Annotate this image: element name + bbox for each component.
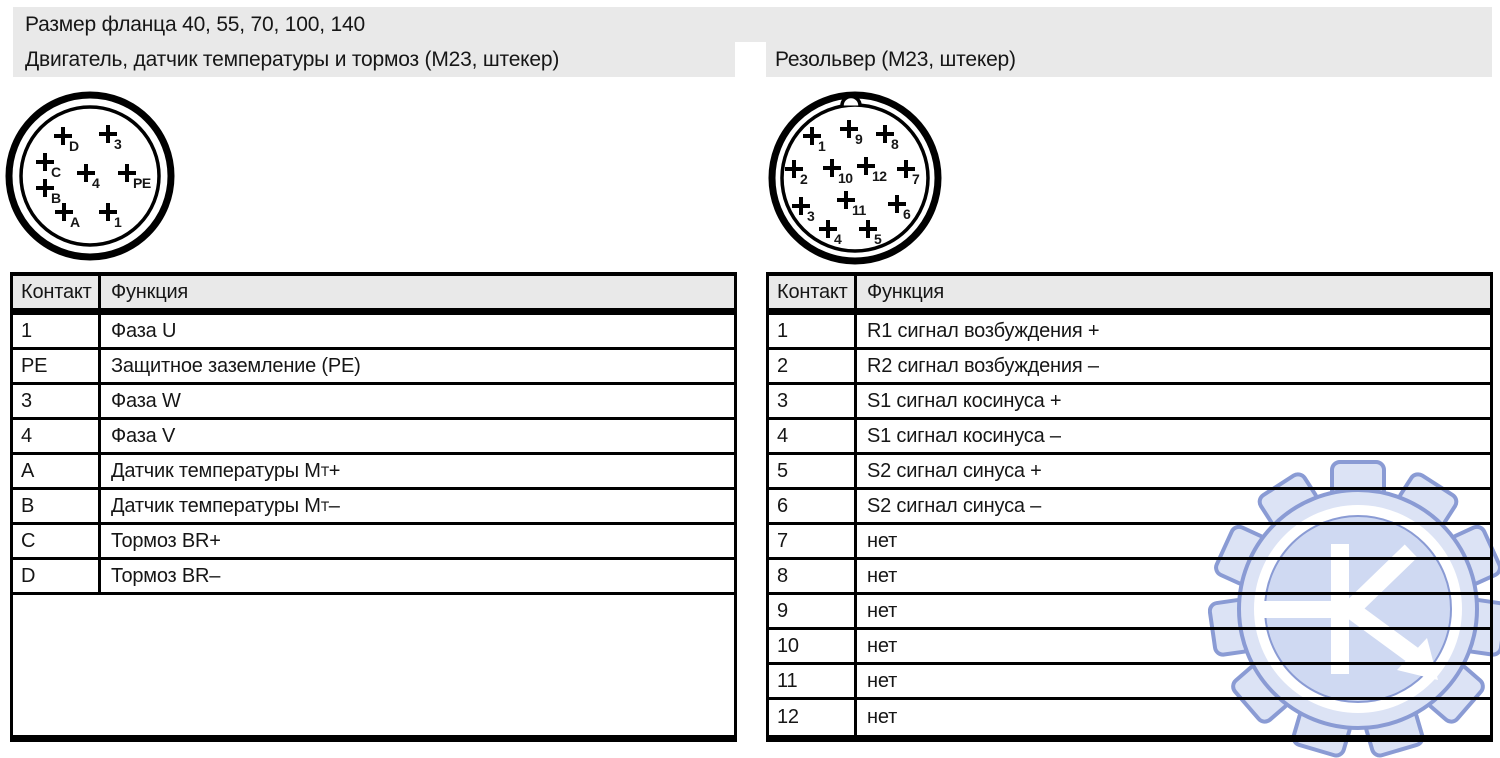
contact-cell: B [13,490,101,522]
table-row [769,525,1490,560]
function-cell: нет [867,599,898,622]
pin-markers [2,86,178,266]
pin-label: A [70,214,80,230]
pin-label: 3 [807,208,815,224]
contact-cell: 6 [769,490,857,522]
pin-table-motor [10,272,737,742]
contact-cell: 12 [769,700,857,735]
table-header-row [13,276,734,315]
pin-label: 11 [852,202,866,218]
function-cell: нет [867,634,898,657]
table-row [13,315,734,350]
table-row [769,385,1490,420]
contact-cell: 1 [13,315,101,347]
table-row [13,490,734,525]
table-row [769,560,1490,595]
table-row [13,455,734,490]
table-row [13,350,734,385]
contact-cell: 3 [13,385,101,417]
column-header-function: Функция [867,280,945,303]
table-row [13,525,734,560]
function-cell: S1 сигнал косинуса – [867,424,1061,447]
function-cell: R1 сигнал возбуждения + [867,319,1100,342]
table-header-row [769,276,1490,315]
contact-cell: 5 [769,455,857,487]
column-header-contact: Контакт [13,276,101,308]
pin-label: 10 [838,170,853,186]
table-row [769,630,1490,665]
section-header-resolver: Резольвер (M23, штекер) [766,42,1492,77]
contact-cell: 9 [769,595,857,627]
pin-label: 3 [114,136,122,152]
function-cell: нет [867,564,898,587]
function-cell: Датчик температуры M T + [111,459,341,482]
table-row [769,315,1490,350]
table-body [13,315,734,595]
pin-label: 7 [912,171,920,187]
function-cell: S2 сигнал синуса + [867,459,1042,482]
function-cell: Фаза V [111,424,176,447]
contact-cell: 10 [769,630,857,662]
table-row [769,595,1490,630]
function-cell: нет [867,669,898,692]
contact-cell: 7 [769,525,857,557]
pin-label: 4 [92,175,100,191]
function-cell: Тормоз BR+ [111,529,221,552]
table-row [769,665,1490,700]
column-header-function: Функция [111,280,189,303]
table-row [13,560,734,595]
connector-diagram-resolver [765,86,945,270]
connector-diagram-motor [2,86,178,266]
function-cell: Датчик температуры M T – [111,494,340,517]
pin-label: 8 [891,136,899,152]
function-cell: Защитное заземление (PE) [111,354,361,377]
table-row [769,350,1490,385]
function-cell: нет [867,706,898,728]
pin-label: PE [133,175,151,191]
contact-cell: PE [13,350,101,382]
function-cell: S1 сигнал косинуса + [867,389,1062,412]
function-cell: Фаза W [111,389,181,412]
section-header-motor: Двигатель, датчик температуры и тормоз (M23, штекер) [13,42,735,77]
table-row [13,420,734,455]
table-body [769,315,1490,735]
table-row [769,420,1490,455]
pin-markers [765,86,945,270]
pin-label: C [51,164,61,180]
page-title: Размер фланца 40, 55, 70, 100, 140 [13,7,1492,42]
contact-cell: 8 [769,560,857,592]
pin-table-resolver [766,272,1493,742]
pin-label: 2 [800,171,808,187]
pin-label: D [69,138,79,154]
pin-label: 9 [855,131,863,147]
pin-label: 6 [903,206,911,222]
column-header-contact: Контакт [769,276,857,308]
contact-cell: 3 [769,385,857,417]
function-cell: S2 сигнал синуса – [867,494,1042,517]
contact-cell: D [13,560,101,592]
pin-label: 4 [834,231,842,247]
pin-label: 5 [874,231,882,247]
table-row [769,455,1490,490]
contact-cell: 1 [769,315,857,347]
function-cell: Тормоз BR– [111,564,221,587]
table-row [769,700,1490,735]
table-row [769,490,1490,525]
table-row [13,385,734,420]
pin-label: 1 [114,214,122,230]
pin-label: 1 [818,138,826,154]
contact-cell: 11 [769,665,857,697]
contact-cell: A [13,455,101,487]
function-cell: R2 сигнал возбуждения – [867,354,1099,377]
empty-footer-cell [13,595,734,735]
contact-cell: C [13,525,101,557]
pin-label: B [51,190,61,206]
contact-cell: 2 [769,350,857,382]
contact-cell: 4 [769,420,857,452]
pin-label: 12 [872,168,887,184]
function-cell: Фаза U [111,319,177,342]
contact-cell: 4 [13,420,101,452]
function-cell: нет [867,529,898,552]
